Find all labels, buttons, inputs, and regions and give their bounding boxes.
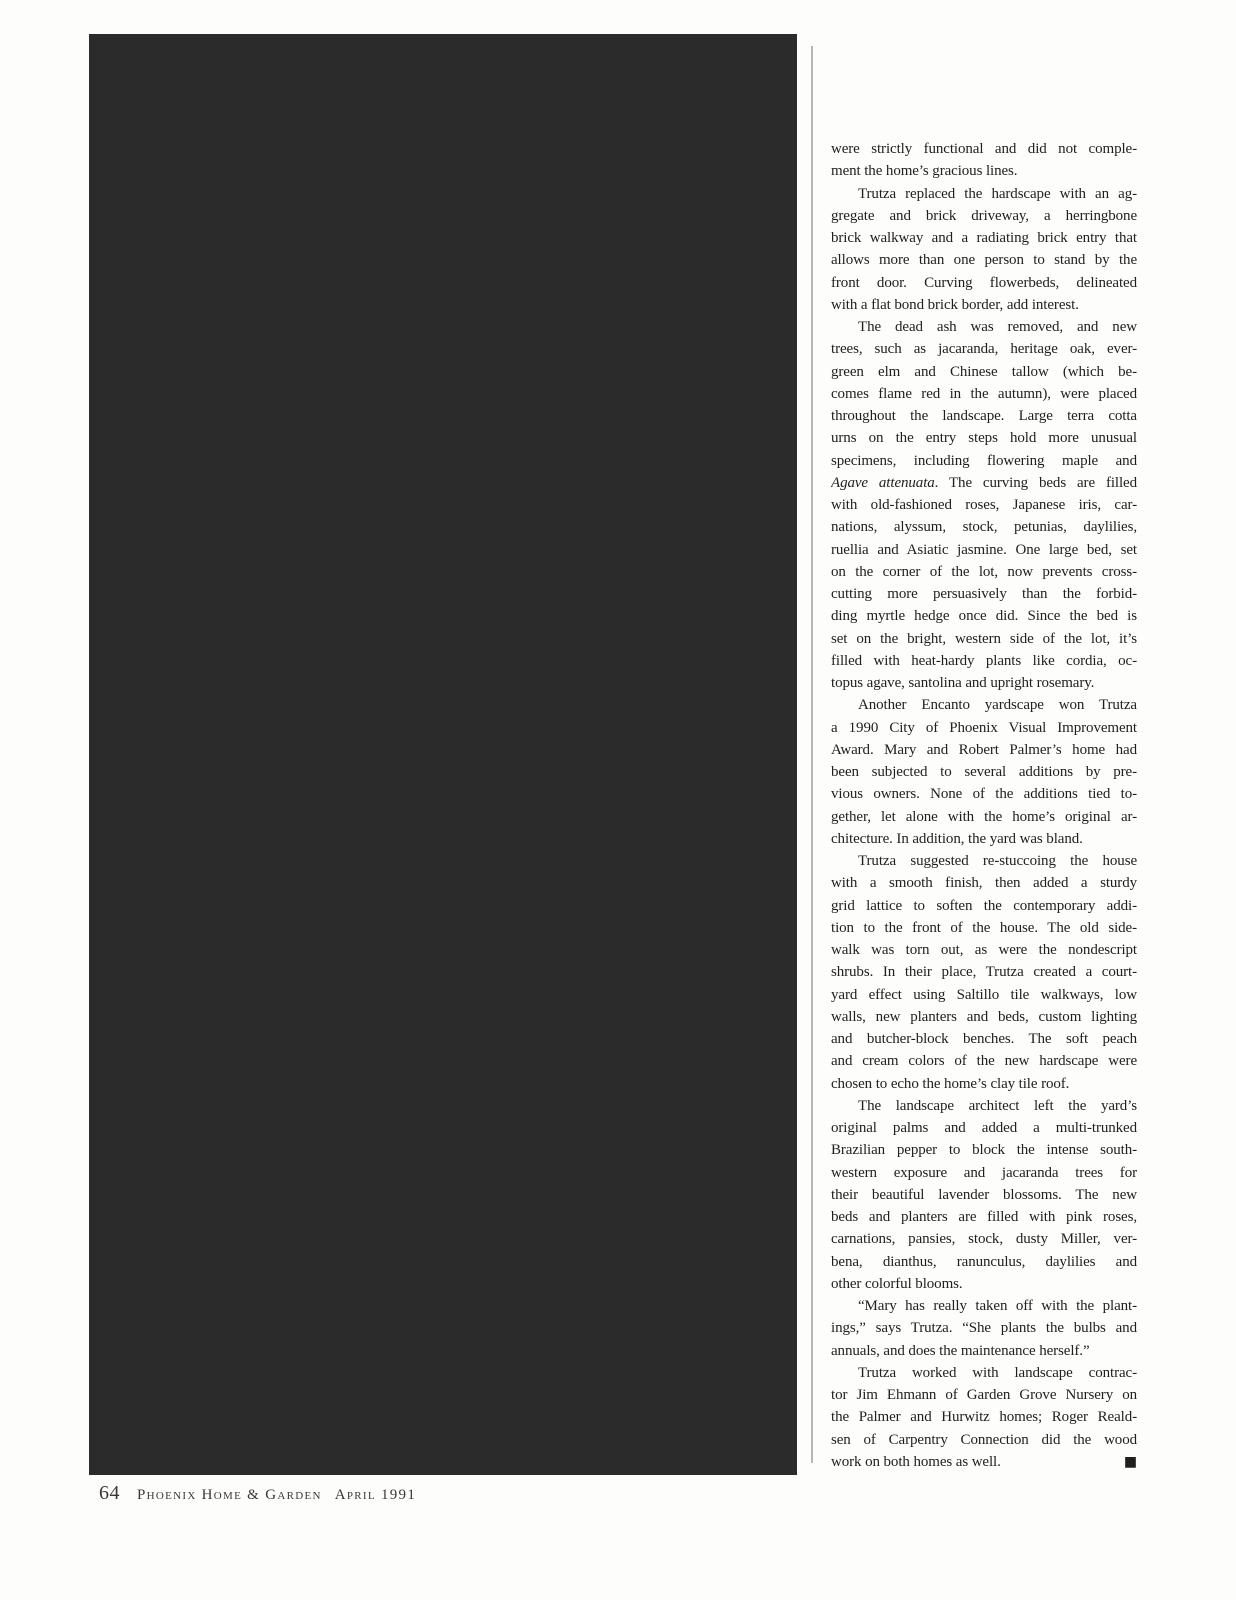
text-line: filled with heat-hardy plants like cordia, oc- (831, 652, 1137, 669)
text-segment: . The curving beds are filled (934, 474, 1137, 491)
text-line: ings,” says Trutza. “She plants the bulbs and (831, 1320, 1137, 1337)
text-line: on the corner of the lot, now prevents cross- (831, 563, 1137, 580)
paragraph (831, 1095, 1137, 1295)
text-line: front door. Curving flowerbeds, delineated (831, 274, 1137, 291)
text-line: with old-fashioned roses, Japanese iris, car- (831, 497, 1137, 513)
article-photo-dark-block (89, 34, 797, 1475)
text-line: and cream colors of the new hardscape were (831, 1053, 1137, 1070)
text-line: vious owners. None of the additions tied to- (831, 786, 1137, 803)
text-line: green elm and Chinese tallow (which be- (831, 363, 1137, 380)
page-footer (99, 1482, 416, 1505)
text-line: “Mary has really taken off with the plant- (858, 1298, 1137, 1314)
text-line: specimens, including flowering maple and (831, 452, 1137, 469)
text-line: ■ work on both homes as well. (831, 1451, 1137, 1473)
text-line: topus agave, santolina and upright rosemary. (831, 675, 1095, 691)
text-line: grid lattice to soften the contemporary addi- (831, 897, 1137, 914)
paragraph (831, 1295, 1137, 1362)
text-line: cutting more persuasively than the forbid- (831, 586, 1137, 602)
text-line: walk was torn out, as were the nondescript (831, 942, 1137, 958)
paragraph (831, 1362, 1137, 1473)
text-line: Brazilian pepper to block the intense south- (831, 1142, 1137, 1159)
text-line: a 1990 City of Phoenix Visual Improvement (831, 719, 1137, 736)
text-line: sen of Carpentry Connection did the wood (831, 1431, 1137, 1448)
text-line: with a smooth finish, then added a sturdy (831, 875, 1137, 892)
text-line: walls, new planters and beds, custom lighting (831, 1008, 1137, 1025)
text-line: original palms and added a multi-trunked (831, 1120, 1137, 1136)
page-number: 64 (99, 1482, 120, 1504)
text-line: shrubs. In their place, Trutza created a court- (831, 964, 1137, 981)
text-line: annuals, and does the maintenance herself.” (831, 1342, 1090, 1359)
paragraph (831, 694, 1137, 850)
paragraph (831, 316, 1137, 694)
text-line: beds and planters are filled with pink roses, (831, 1209, 1137, 1225)
text-line: ding myrtle hedge once did. Since the bed is (831, 608, 1137, 625)
text-line: been subjected to several additions by pre- (831, 764, 1137, 780)
text-line: brick walkway and a radiating brick entry that (831, 230, 1137, 246)
text-line: bena, dianthus, ranunculus, daylilies and (831, 1253, 1137, 1270)
text-line: and butcher-block benches. The soft peach (831, 1031, 1137, 1047)
paragraph (831, 183, 1137, 317)
text-line: The landscape architect left the yard’s (858, 1097, 1137, 1114)
text-line: yard effect using Saltillo tile walkways, low (831, 986, 1137, 1003)
column-divider-rule (811, 46, 813, 1463)
text-line: nations, alyssum, stock, petunias, daylilies, (831, 519, 1137, 536)
text-line: gregate and brick driveway, a herringbone (831, 207, 1137, 224)
text-line: throughout the landscape. Large terra cotta (831, 408, 1137, 424)
text-line: ruellia and Asiatic jasmine. One large bed, set (831, 541, 1137, 558)
article-text-column (831, 138, 1137, 1473)
text-line: chitecture. In addition, the yard was bland. (831, 830, 1083, 847)
end-of-article-mark: ■ (1123, 1453, 1137, 1470)
text-line (831, 472, 1137, 494)
text-line: allows more than one person to stand by the (831, 252, 1137, 269)
text-line: Another Encanto yardscape won Trutza (858, 697, 1137, 714)
paragraph (831, 850, 1137, 1095)
text-line: with a flat bond brick border, add interest. (831, 296, 1079, 313)
text-line: their beautiful lavender blossoms. The new (831, 1186, 1137, 1203)
text-line: ment the home’s gracious lines. (831, 163, 1018, 180)
text-line: tor Jim Ehmann of Garden Grove Nursery on (831, 1387, 1137, 1403)
text-line: The dead ash was removed, and new (858, 319, 1137, 335)
text-line: other colorful blooms. (831, 1275, 963, 1292)
text-line: comes flame red in the autumn), were placed (831, 385, 1137, 402)
text-line: carnations, pansies, stock, dusty Miller, ver- (831, 1231, 1137, 1248)
text-line: Award. Mary and Robert Palmer’s home had (831, 741, 1137, 758)
species-name-italic: Agave attenuata (831, 474, 935, 491)
text-line: trees, such as jacaranda, heritage oak, ever- (831, 341, 1137, 358)
paragraph (831, 138, 1137, 183)
text-line: the Palmer and Hurwitz homes; Roger Reald- (831, 1409, 1137, 1426)
text-line: Trutza worked with landscape contrac- (858, 1364, 1137, 1381)
issue-date: April 1991 (334, 1487, 417, 1503)
text-line: gether, let alone with the home’s original ar- (831, 808, 1137, 825)
text-line: tion to the front of the house. The old side- (831, 919, 1137, 936)
text-line: urns on the entry steps hold more unusual (831, 430, 1137, 447)
text-line: set on the bright, western side of the lot, it’s (831, 630, 1137, 647)
text-line: Trutza suggested re-stuccoing the house (858, 853, 1137, 869)
magazine-title: Phoenix Home & Garden (137, 1487, 322, 1503)
text-line: chosen to echo the home’s clay tile roof. (831, 1075, 1070, 1092)
text-line: Trutza replaced the hardscape with an ag- (858, 185, 1137, 202)
text-line: western exposure and jacaranda trees for (831, 1164, 1137, 1181)
text-line: were strictly functional and did not comple- (831, 141, 1137, 157)
